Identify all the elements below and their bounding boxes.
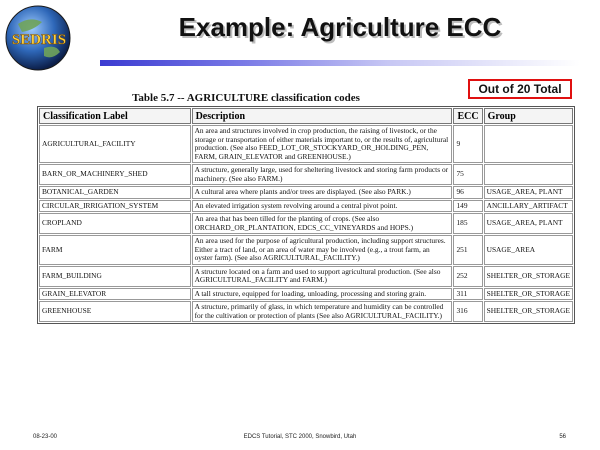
footer-page-number: 56 <box>559 434 566 440</box>
cell-label: BARN_OR_MACHINERY_SHED <box>39 164 191 185</box>
cell-label: CROPLAND <box>39 213 191 234</box>
col-header-description: Description <box>192 108 453 124</box>
cell-label: GREENHOUSE <box>39 301 191 322</box>
cell-ecc: 251 <box>453 235 482 265</box>
cell-group: ANCILLARY_ARTIFACT <box>484 200 573 213</box>
cell-label: FARM <box>39 235 191 265</box>
total-badge: Out of 20 Total <box>468 79 572 99</box>
cell-label: BOTANICAL_GARDEN <box>39 186 191 199</box>
svg-text:SEDRIS: SEDRIS <box>11 32 67 48</box>
cell-ecc: 9 <box>453 125 482 163</box>
cell-description: An elevated irrigation system revolving around a central pivot point. <box>192 200 453 213</box>
cell-ecc: 252 <box>453 266 482 287</box>
cell-label: CIRCULAR_IRRIGATION_SYSTEM <box>39 200 191 213</box>
cell-label: AGRICULTURAL_FACILITY <box>39 125 191 163</box>
cell-ecc: 96 <box>453 186 482 199</box>
cell-description: An area and structures involved in crop production, the raising of livestock, or the storage or transportation of either materials important to, or the results of, agricultural production. (See also FEED_LOT_OR_STOCKYARD_OR_HOLDING_PEN, FARM, GRAIN_ELEVATOR and GREENHOUSE.) <box>192 125 453 163</box>
table-row <box>39 186 573 199</box>
table-caption: Table 5.7 -- AGRICULTURE classification codes <box>132 92 360 104</box>
cell-ecc: 311 <box>453 288 482 301</box>
cell-ecc: 75 <box>453 164 482 185</box>
cell-description: A structure, generally large, used for sheltering livestock and storing farm products or machinery. (See also FARM.) <box>192 164 453 185</box>
table-row <box>39 200 573 213</box>
cell-description: An area used for the purpose of agricultural production, including support structures. Either a tract of land, or an area of water may be involved (e.g., a trout farm, an oyster farm). (See also AGRICULTURAL_FACILITY.) <box>192 235 453 265</box>
footer-event: EDCS Tutorial, STC 2000, Snowbird, Utah <box>243 434 357 440</box>
cell-group: SHELTER_OR_STORAGE <box>484 288 573 301</box>
table-header-row <box>39 108 573 124</box>
table-row <box>39 213 573 234</box>
table-row <box>39 288 573 301</box>
cell-group: USAGE_AREA <box>484 235 573 265</box>
title-divider <box>100 60 580 66</box>
cell-description: An area that has been tilled for the planting of crops. (See also ORCHARD_OR_PLANTATION, EDCS_CC_VINEYARDS and HOPS.) <box>192 213 453 234</box>
col-header-ecc: ECC <box>453 108 482 124</box>
col-header-group: Group <box>484 108 573 124</box>
table-row <box>39 235 573 265</box>
table-row <box>39 301 573 322</box>
ecc-table <box>37 106 575 324</box>
cell-group: SHELTER_OR_STORAGE <box>484 266 573 287</box>
cell-label: FARM_BUILDING <box>39 266 191 287</box>
sedris-logo <box>4 4 74 74</box>
cell-group: USAGE_AREA, PLANT <box>484 186 573 199</box>
cell-description: A tall structure, equipped for loading, unloading, processing and storing grain. <box>192 288 453 301</box>
table-row <box>39 125 573 163</box>
cell-group: SHELTER_OR_STORAGE <box>484 301 573 322</box>
slide-title: Example: Agriculture ECC <box>178 12 502 42</box>
cell-description: A structure located on a farm and used to support agricultural production. (See also AGRICULTURAL_FACILITY and FARM.) <box>192 266 453 287</box>
cell-ecc: 185 <box>453 213 482 234</box>
cell-ecc: 149 <box>453 200 482 213</box>
table-row <box>39 164 573 185</box>
cell-group: USAGE_AREA, PLANT <box>484 213 573 234</box>
footer-date: 08-23-00 <box>33 434 58 440</box>
cell-description: A cultural area where plants and/or trees are displayed. (See also PARK.) <box>192 186 453 199</box>
cell-label: GRAIN_ELEVATOR <box>39 288 191 301</box>
col-header-label: Classification Label <box>39 108 191 124</box>
cell-ecc: 316 <box>453 301 482 322</box>
cell-group <box>484 125 573 163</box>
table-row <box>39 266 573 287</box>
cell-group <box>484 164 573 185</box>
cell-description: A structure, primarily of glass, in which temperature and humidity can be controlled for the cultivation or protection of plants (See also AGRICULTURAL_FACILITY.) <box>192 301 453 322</box>
